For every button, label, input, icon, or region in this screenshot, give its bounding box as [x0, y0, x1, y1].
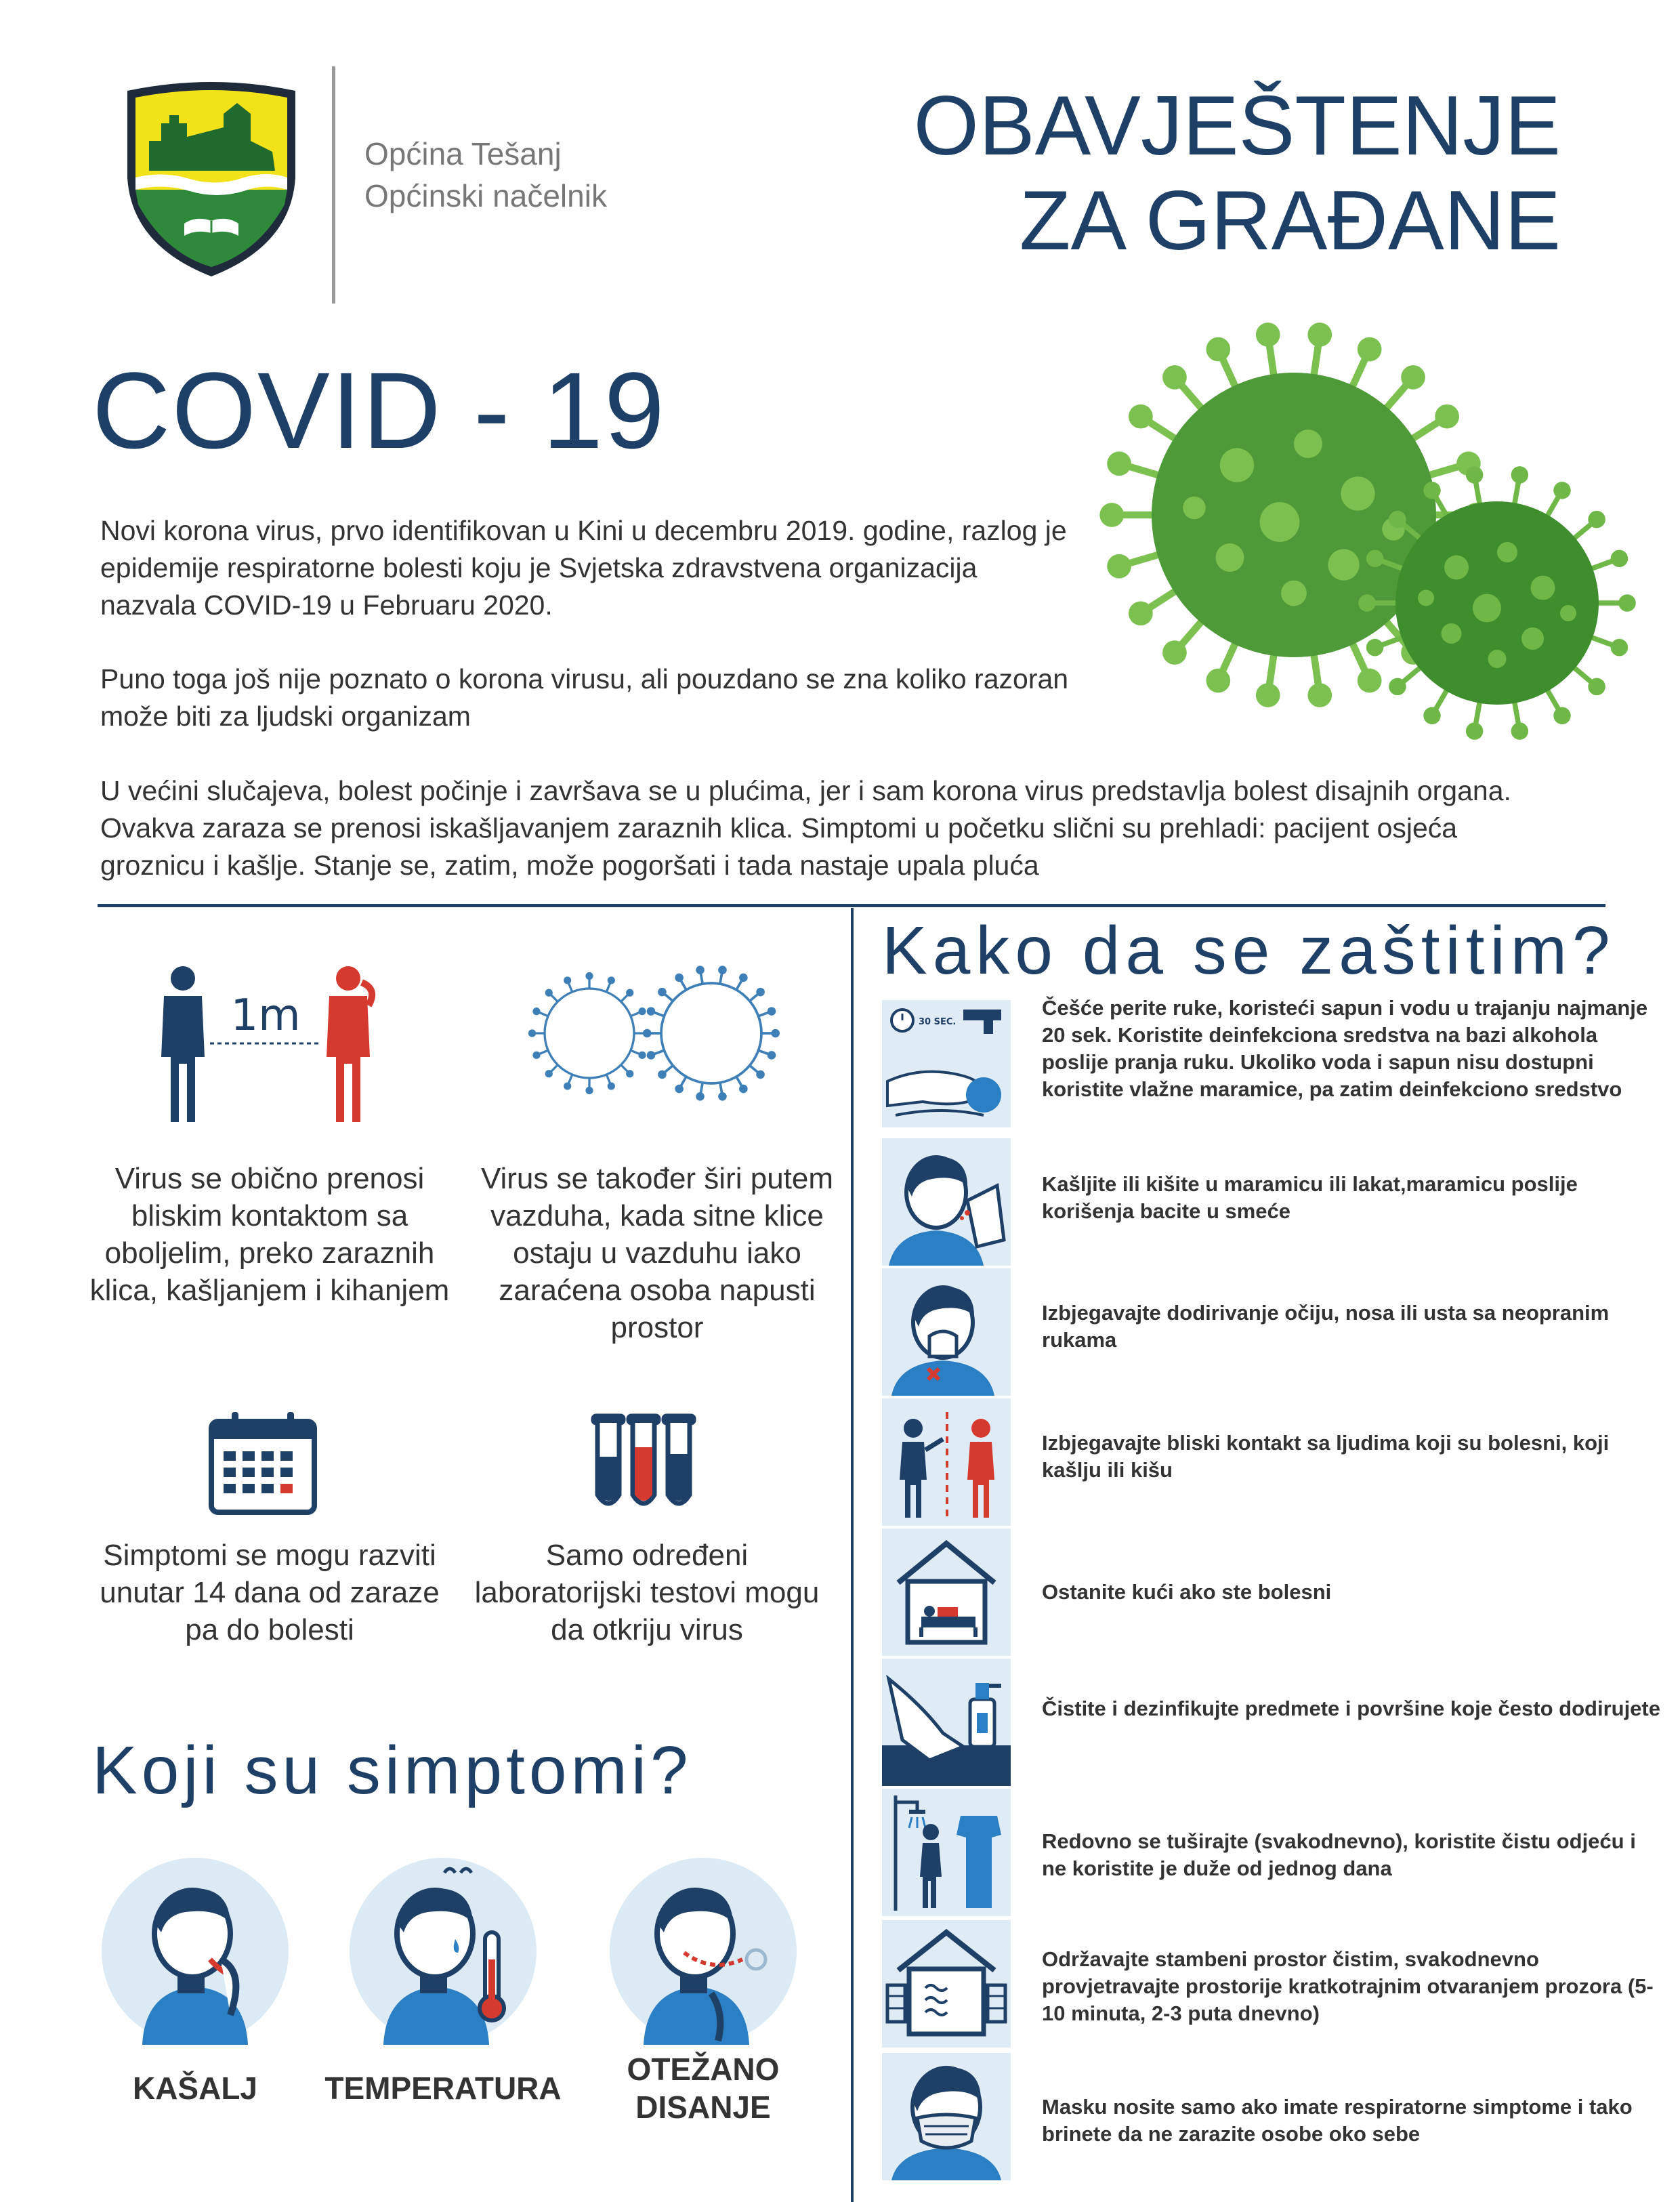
fact-testing: Samo određeni laboratorijski testovi mogu da otkriju virus	[474, 1539, 820, 1646]
fever-symptom-icon	[350, 1858, 537, 2045]
intro-paragraph-1: Novi korona virus, prvo identifikovan u Kini u decembru 2019. godine, razlog je epidemije respiratorne bolesti koju je Svjetska zdravstvena organizacija nazvala COVID-19 u Februaru 2020.	[100, 515, 1067, 621]
timer-label: 30 SEC.	[919, 1017, 957, 1027]
avoid-touching-face-icon	[882, 1268, 1011, 1396]
shower-clean-clothes-icon	[882, 1789, 1011, 1916]
tip-disinfect: Čistite i dezinfikujte predmete i površine koje često dodirujete	[1042, 1697, 1660, 1720]
municipality-line-1: Općina Tešanj	[364, 136, 562, 171]
tip-handwash: Češće perite ruke, koristeći sapun i vodu u trajanju najmanje 20 sek. Koristite deinfekciona sredstva na bazi alkohola poslije pranja ruku. Ukoliko voda i sapun nisu dostupni koristite vlažne maramice, pa zatim deinfekciono sredstvo	[1042, 996, 1648, 1101]
tip-stay-home: Ostanite kući ako ste bolesni	[1042, 1580, 1332, 1604]
fact-airborne: Virus se također širi putem vazduha, kada sitne klice ostaju u vazduhu iako zaraćena osoba napusti prostor	[480, 1162, 834, 1344]
stay-home-icon	[882, 1529, 1011, 1656]
symptom-breathing-label: OTEŽANO DISANJE	[627, 2052, 780, 2125]
tip-mask: Masku nosite samo ako imate respiratorne simptome i tako brinete da ne zarazite osobe oko sebe	[1042, 2095, 1633, 2146]
symptoms-heading: Koji su simptomi?	[92, 1732, 692, 1808]
cough-symptom-icon	[102, 1858, 289, 2045]
close-contact-distance-icon	[148, 962, 378, 1125]
municipality-name	[364, 133, 607, 217]
keep-distance-icon	[882, 1398, 1011, 1526]
symptom-cough-label: KAŠALJ	[132, 2071, 258, 2106]
municipality-crest-logo	[122, 76, 301, 279]
notice-title-line-2: ZA GRAĐANE	[1019, 174, 1561, 268]
protection-heading: Kako da se zaštitim?	[882, 913, 1616, 989]
distance-label: 1m	[230, 991, 301, 1041]
intro-paragraph-3: U većini slučajeva, bolest počinje i završava se u plućima, jer i sam korona virus predstavlja bolest disajnih organa. Ovakva zaraza se prenosi iskašljavanjem zaraznih klica. Simptomi u početku slični su prehladi: pacijent osjeća groznicu i kašlje. Stanje se, zatim, može pogoršati i tada nastaje upala pluća	[100, 775, 1511, 881]
face-mask-icon	[882, 2053, 1011, 2180]
disinfect-surfaces-icon	[882, 1659, 1011, 1786]
fact-close-contact: Virus se obično prenosi bliskim kontaktom sa oboljelim, preko zaraznih klica, kašljanjem i kihanjem	[89, 1162, 450, 1307]
cough-into-tissue-icon	[882, 1138, 1011, 1266]
tip-cough-tissue: Kašljite ili kišite u maramicu ili lakat,maramicu poslije korišenja bacite u smeće	[1042, 1172, 1578, 1223]
section-divider-horizontal	[98, 904, 1605, 907]
header-divider	[332, 66, 335, 304]
test-tubes-icon	[587, 1413, 702, 1515]
symptom-temperature-label: TEMPERATURA	[324, 2071, 562, 2106]
calendar-icon	[207, 1408, 318, 1516]
tip-avoid-face: Izbjegavajte dodirivanje očiju, nosa ili usta sa neopranim rukama	[1042, 1301, 1610, 1352]
tip-avoid-contact: Izbjegavajte bliski kontakt sa ljudima koji su bolesni, koji kašlju ili kišu	[1042, 1431, 1610, 1482]
tip-ventilate: Održavajte stambeni prostor čistim, svakodnevno provjetravajte prostorije kratkotrajnim otvaranjem prozora (5-10 minuta, 2-3 puta dnevno)	[1042, 1947, 1654, 2025]
fact-incubation: Simptomi se mogu razviti unutar 14 dana od zaraze pa do bolesti	[100, 1539, 440, 1646]
section-divider-vertical	[851, 908, 854, 2202]
page-title: COVID - 19	[92, 350, 666, 471]
municipality-line-2: Općinski načelnik	[364, 178, 607, 213]
intro-paragraph-2: Puno toga još nije poznato o korona virusu, ali pouzdano se zna koliko razoran može biti za ljudski organizam	[100, 663, 1069, 732]
notice-title-line-1: OBAVJEŠTENJE	[913, 79, 1561, 173]
ventilate-home-icon	[882, 1920, 1011, 2048]
coronavirus-illustration	[1036, 318, 1646, 766]
breathing-difficulty-symptom-icon	[610, 1858, 797, 2045]
tip-shower: Redovno se tuširajte (svakodnevno), koristite čistu odjeću i ne koristite je duže od jednog dana	[1042, 1829, 1636, 1880]
airborne-virus-icon	[508, 955, 793, 1111]
notice-title	[914, 79, 1561, 268]
handwash-icon	[882, 1000, 1011, 1127]
